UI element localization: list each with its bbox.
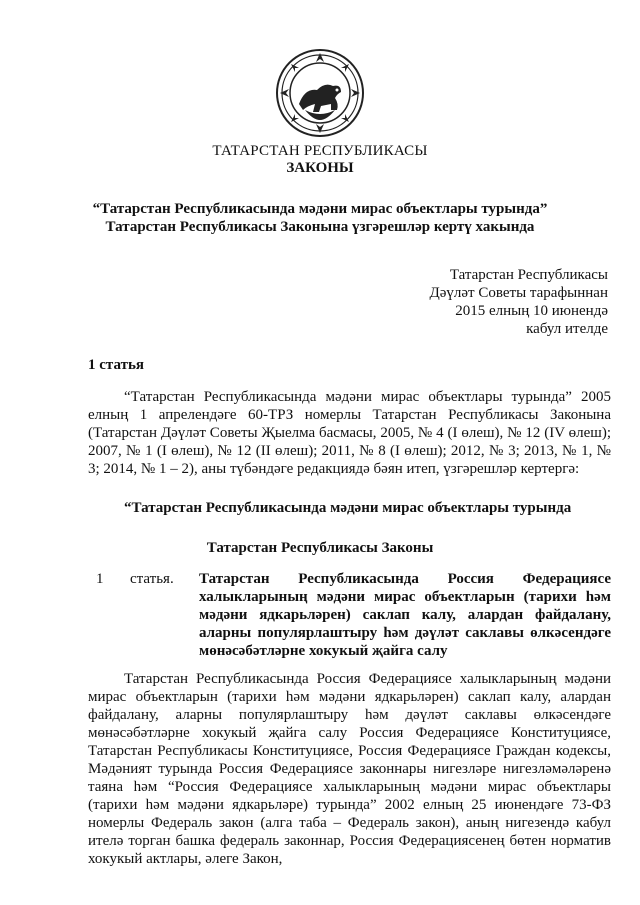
quoted-law-name: Татарстан Республикасы Законы <box>206 540 434 556</box>
adoption-line-3: 2015 елның 10 июнендә <box>455 303 608 319</box>
article-1-title: Татарстан Республикасында Россия Федерациясе халыкларының мәдәни мирас объектларын (тарихи һәм мәдәни ядкарьләрен) саклап калу, алардан файдалану, аларны популярлаштыру һәм дәүләт саклавы өлкәсендәге мөнәсәбәтләрне хокукый җайга салу <box>199 571 611 659</box>
quoted-law-title: “Татарстан Республикасында мәдәни мирас объектлары турында <box>124 500 572 516</box>
paragraph-2: Татарстан Республикасында Россия Федерациясе халыкларының мәдәни мирас объектларын (тарихи һәм мәдәни ядкарьләрен) саклап калу, алардан файдалану, аларны популярлаштыру һәм дәүләт саклавы өлкәсендәге мөнәсәбәтләрне хокукый җайга салу Россия Федерациясе Конституциясе, Татарстан Республикасы Конституциясе, Россия Федерациясе Граждан кодексы, Мәдәният турында Россия Федерациясе законнары нигезләре нигезләмәләренә таяна һәм “Россия Федерациясе халыкларының мәдәни мирас объектлары (тарихи һәм мәдәни ядкарьләре) турында” 2002 елның 25 июнендәге 73-ФЗ номерлы Федераль закон (алга таба – Федераль закон), аның нигезендә кабул ителә торган башка федераль законнар, Россия Федерациясенең бөтен норматив хокукый актлары, әлеге Закон, <box>88 671 611 867</box>
adoption-line-2: Дәүләт Советы тарафыннан <box>429 285 608 301</box>
tatarstan-coat-of-arms <box>275 48 365 138</box>
paragraph-1: “Татарстан Республикасында мәдәни мирас объектлары турында” 2005 елның 1 апрелендәге 60-ТРЗ номерлы Татарстан Республикасы Законына (Татарстан Дәүләт Советы Җыелма басмасы, 2005, № 4 (I өлеш), № 12 (IV өлеш); 2007, № 1 (I өлеш), № 12 (II өлеш); 2011, № 8 (I өлеш); 2012, № 3; 2013, № 1, № 3; 2014, № 1 – 2), аны түбәндәге редакциядә бәян итеп, үзгәрешләр кертергә: <box>88 389 611 477</box>
adoption-line-4: кабул ителде <box>526 321 608 337</box>
adoption-line-1: Татарстан Республикасы <box>449 267 608 283</box>
article-1-label: статья. <box>130 571 174 587</box>
header-law: ЗАКОНЫ <box>286 160 354 176</box>
title-line-2: Татарстан Республикасы Законына үзгәрешләр кертү хакында <box>105 219 535 235</box>
title-line-1: “Татарстан Республикасында мәдәни мирас объектлары турында” <box>92 201 548 217</box>
article-heading: 1 статья <box>88 357 144 373</box>
article-1-number: 1 <box>96 571 104 587</box>
adoption-note <box>430 266 608 338</box>
header-country: ТАТАРСТАН РЕСПУБЛИКАСЫ <box>212 143 428 159</box>
